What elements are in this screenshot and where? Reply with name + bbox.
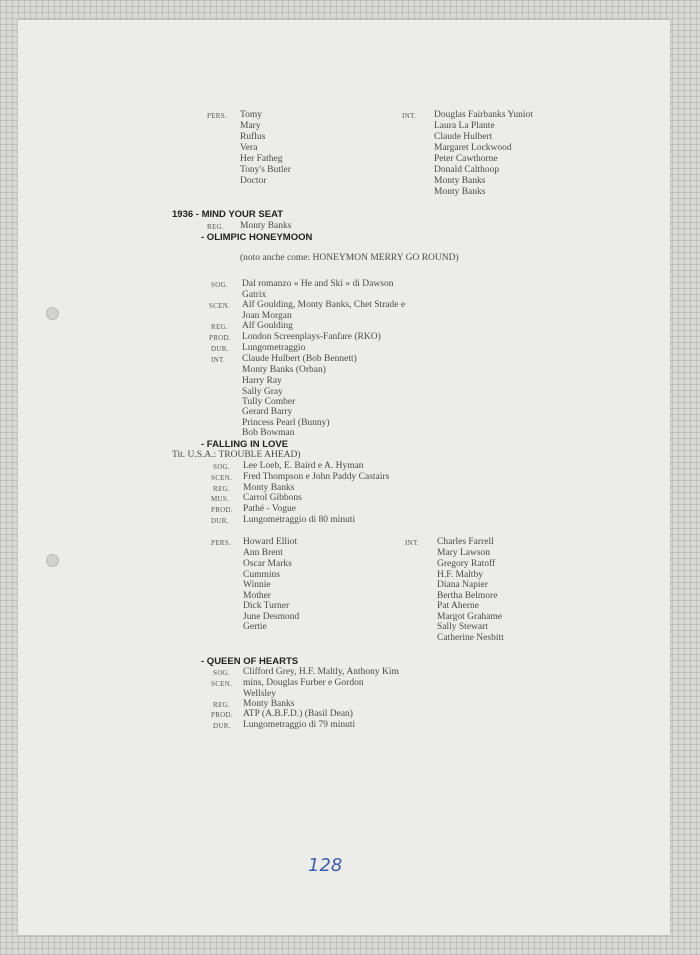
pers-item: Mary	[240, 121, 261, 131]
scen-label: SCEN.	[211, 474, 233, 482]
int-item: Monty Banks (Orban)	[242, 365, 326, 375]
scen-value: Joan Morgan	[242, 311, 292, 321]
reg-label: REG.	[213, 485, 230, 493]
int-item: Sally Stewart	[437, 622, 488, 632]
scen-value: Alf Goulding, Monty Banks, Chet Strade e	[242, 300, 406, 310]
prod-value: ATP (A.B.F.D.) (Basil Dean)	[243, 709, 353, 719]
dur-label: DUR.	[211, 345, 229, 353]
int-item: H.F. Maltby	[437, 570, 483, 580]
sog-label: SOG.	[211, 281, 228, 289]
mus-label: MUS.	[211, 495, 230, 503]
pers-item: Mother	[243, 591, 271, 601]
reg-label: REG.	[211, 323, 228, 331]
pers-item: Howard Elliot	[243, 537, 298, 547]
scen-value: Fred Thompson e John Paddy Castairs	[243, 472, 390, 482]
dur-value: Lungometraggio di 79 minuti	[243, 720, 356, 730]
film-title: - OLIMPIC HONEYMOON	[201, 232, 313, 243]
reg-value: Monty Banks	[243, 699, 295, 709]
pers-label: PERS.	[211, 539, 231, 547]
us-title: Tit. U.S.A.: TROUBLE AHEAD)	[172, 450, 301, 460]
prod-value: London Screenplays-Fanfare (RKO)	[242, 332, 381, 342]
int-item: Donald Calthoop	[434, 165, 500, 175]
pers-item: Tomy	[240, 110, 263, 120]
prod-label: PROD.	[211, 506, 233, 514]
reg-label: REG.	[213, 701, 230, 709]
int-item: Pat Aherne	[437, 601, 479, 611]
int-item: Claude Hulbert	[434, 132, 493, 142]
int-label: INT.	[405, 539, 420, 547]
int-item: Charles Farrell	[437, 537, 494, 547]
scen-label: SCEN.	[209, 302, 231, 310]
scen-value: mins, Douglas Furber e Gordon	[243, 678, 364, 688]
int-item: Laura La Plante	[434, 121, 495, 131]
int-item: Tully Comber	[242, 397, 296, 407]
int-item: Catherine Nesbitt	[437, 633, 504, 643]
pers-item: Doctor	[240, 176, 267, 186]
sog-value: Gatrix	[242, 290, 267, 300]
int-item: Monty Banks	[434, 187, 486, 197]
punch-hole	[46, 554, 59, 567]
pers-item: Cummins	[243, 570, 280, 580]
reg-value: Monty Banks	[240, 221, 292, 231]
dur-value: Lungometraggio	[242, 343, 306, 353]
prod-value: Pathé - Vogue	[243, 504, 296, 514]
film-title: 1936 - MIND YOUR SEAT	[172, 209, 284, 220]
pers-item: Her Fatheg	[240, 154, 283, 164]
sog-value: Clifford Grey, H.F. Maltly, Anthony Kim	[243, 667, 399, 677]
int-label: INT.	[211, 356, 226, 364]
int-item: Peter Cawthorne	[434, 154, 498, 164]
alt-title-note: (noto anche come: HONEYMON MERRY GO ROUND)	[240, 253, 459, 263]
pers-item: Winnie	[243, 580, 271, 590]
reg-label: REG.	[207, 223, 224, 231]
int-item: Margot Grahame	[437, 612, 502, 622]
mus-value: Carrol Gibbons	[243, 493, 302, 503]
int-item: Douglas Fairbanks Yuniot	[434, 110, 533, 120]
pers-item: Tony's Butler	[240, 165, 291, 175]
int-item: Princess Pearl (Bunny)	[242, 418, 330, 428]
pers-label: PERS.	[207, 112, 227, 120]
dur-label: DUR.	[213, 722, 231, 730]
sog-label: SOG.	[213, 463, 230, 471]
prod-label: PROD.	[209, 334, 231, 342]
reg-value: Monty Banks	[243, 483, 295, 493]
int-item: Harry Ray	[242, 376, 282, 386]
int-item: Bertha Belmore	[437, 591, 498, 601]
film-title: - FALLING IN LOVE	[201, 439, 289, 450]
pers-item: Vera	[240, 143, 258, 153]
pers-item: Dick Turner	[243, 601, 290, 611]
pers-item: Ann Brent	[243, 548, 283, 558]
prod-label: PROD.	[211, 711, 233, 719]
int-item: Bob Bowman	[242, 428, 295, 438]
handwritten-page-number: 128	[308, 855, 343, 876]
int-item: Mary Lawson	[437, 548, 491, 558]
dur-label: DUR.	[211, 517, 229, 525]
int-item: Sally Gray	[242, 387, 283, 397]
scen-label: SCEN.	[211, 680, 233, 688]
sog-label: SOG.	[213, 669, 230, 677]
dur-value: Lungometraggio di 80 minuti	[243, 515, 356, 525]
int-item: Claude Hulbert (Bob Bennett)	[242, 354, 357, 364]
pers-item: June Desmond	[243, 612, 300, 622]
pers-item: Oscar Marks	[243, 559, 292, 569]
sog-value: Lee Loeb, E. Baird e A. Hyman	[243, 461, 364, 471]
film-title: - QUEEN OF HEARTS	[201, 656, 299, 667]
punch-hole	[46, 307, 59, 320]
pers-item: Ruflus	[240, 132, 266, 142]
sog-value: Dal romanzo « He and Ski » di Dawson	[242, 279, 394, 289]
int-label: INT.	[402, 112, 417, 120]
int-item: Gerard Barry	[242, 407, 293, 417]
int-item: Diana Napier	[437, 580, 488, 590]
pers-item: Gertie	[243, 622, 267, 632]
int-item: Gregory Ratoff	[437, 559, 496, 569]
int-item: Margaret Lockwood	[434, 143, 512, 153]
reg-value: Alf Goulding	[242, 321, 293, 331]
scen-value: Wellsley	[243, 689, 277, 699]
int-item: Monty Banks	[434, 176, 486, 186]
